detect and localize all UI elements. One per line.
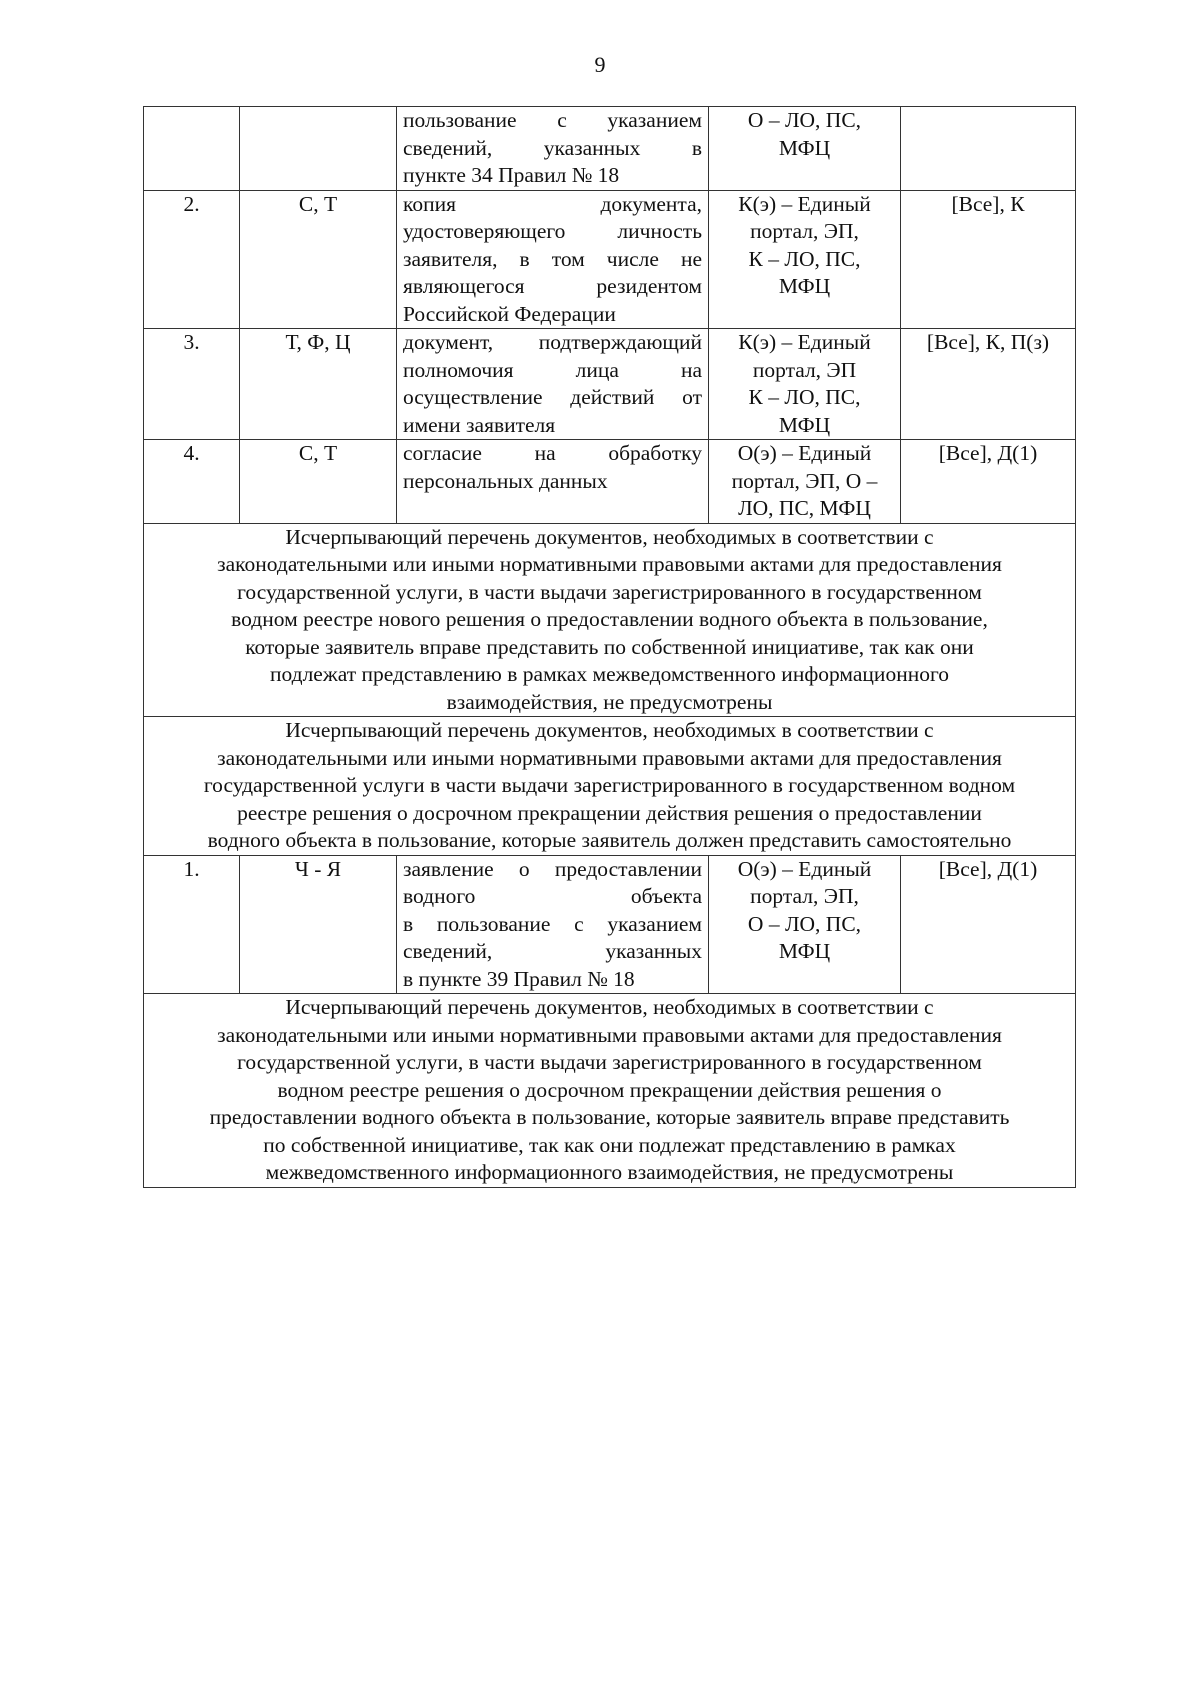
cell-text-line: законодательными или иными нормативными правовыми актами для предоставления <box>217 745 1002 770</box>
section-heading-optional-documents-new-decision <box>144 523 1076 717</box>
cell-text-line: Исчерпывающий перечень документов, необходимых в соответствии с <box>285 995 934 1019</box>
cell-text-line: документ, подтверждающий <box>403 330 702 354</box>
page-number: 9 <box>594 52 606 77</box>
section-heading-required-documents-early-termination <box>144 717 1076 856</box>
cell-text-line: пункте 34 Правил № 18 <box>403 163 620 187</box>
cell-text-line: О(э) – Единый <box>737 441 872 465</box>
cell-text-line: водного объекта в пользование, которые заявитель должен представить самостоятельно <box>207 828 1012 852</box>
cell-text-line: межведомственного информационного взаимодействия, не предусмотрены <box>265 1160 954 1184</box>
row-number-cell: 2. <box>144 190 240 329</box>
cell-text-line: полномочия лица на <box>403 357 702 382</box>
document-name-cell <box>397 107 709 191</box>
cell-text-line: взаимодействия, не предусмотрены <box>446 689 773 714</box>
cell-text-line: государственной услуги в части выдачи зарегистрированного в государственном водном <box>203 773 1016 797</box>
cell-text-line: заявление о предоставлении <box>403 856 702 881</box>
table-row <box>144 107 1076 191</box>
cell-text-line: О – ЛО, ПС, <box>747 911 862 936</box>
cell-text-line: по собственной инициативе, так как они подлежат представлению в рамках <box>263 1132 956 1157</box>
cell-text-line: портал, ЭП, <box>750 219 859 243</box>
cell-text-line: реестре решения о досрочном прекращении действия решения о предоставлении <box>237 800 982 825</box>
requirements-cell: [Все], К, П(з) <box>901 329 1076 440</box>
cell-text-line: портал, ЭП <box>752 357 857 382</box>
cell-text-line: осуществление действий от <box>403 385 702 409</box>
cell-text-line: водного объекта <box>403 884 702 908</box>
cell-text-line: подлежат представлению в рамках межведомственного информационного <box>270 662 949 686</box>
row-number-cell: 1. <box>144 855 240 994</box>
cell-text-line: законодательными или иными нормативными правовыми актами для предоставления <box>217 552 1002 576</box>
cell-text-line: удостоверяющего личность <box>403 219 702 243</box>
section-header-row <box>144 994 1076 1188</box>
cell-text-line: в пользование с указанием <box>403 911 702 936</box>
cell-text-line: К(э) – Единый <box>738 330 871 354</box>
cell-text-line: Исчерпывающий перечень документов, необходимых в соответствии с <box>285 718 934 742</box>
row-number-cell <box>144 107 240 191</box>
row-number-cell: 3. <box>144 329 240 440</box>
document-name-cell <box>397 855 709 994</box>
document-name-cell <box>397 440 709 524</box>
submission-method-cell <box>709 107 901 191</box>
cell-text-line: сведений, указанных <box>403 939 702 963</box>
cell-text-line: являющегося резидентом <box>403 274 702 298</box>
cell-text-line: МФЦ <box>778 135 831 160</box>
table-row <box>144 190 1076 329</box>
submission-method-cell <box>709 855 901 994</box>
cell-text-line: ЛО, ПС, МФЦ <box>738 496 871 520</box>
documents-table <box>143 106 1076 1188</box>
cell-text-line: водном реестре нового решения о предоставлении водного объекта в пользование, <box>231 607 988 631</box>
cell-text-line: О(э) – Единый <box>737 856 872 881</box>
cell-text-line: МФЦ <box>778 274 831 298</box>
applicant-category-cell: Т, Ф, Ц <box>240 329 397 440</box>
cell-text-line: законодательными или иными нормативными правовыми актами для предоставления <box>217 1022 1002 1047</box>
table-row <box>144 855 1076 994</box>
cell-text-line: Исчерпывающий перечень документов, необходимых в соответствии с <box>285 524 934 549</box>
cell-text-line: пользование с указанием <box>403 108 702 132</box>
document-name-cell <box>397 329 709 440</box>
cell-text-line: государственной услуги, в части выдачи зарегистрированного в государственном <box>237 579 982 604</box>
cell-text-line: К – ЛО, ПС, <box>748 385 861 409</box>
cell-text-line: государственной услуги, в части выдачи зарегистрированного в государственном <box>237 1050 982 1074</box>
cell-text-line: К – ЛО, ПС, <box>748 246 861 271</box>
table-row <box>144 329 1076 440</box>
applicant-category-cell: С, Т <box>240 440 397 524</box>
cell-text-line: портал, ЭП, <box>750 884 859 908</box>
cell-text-line: водном реестре решения о досрочном прекращении действия решения о <box>277 1077 942 1102</box>
cell-text-line: заявителя, в том числе не <box>403 246 702 271</box>
cell-text-line: МФЦ <box>778 412 831 437</box>
cell-text-line: Российской Федерации <box>403 301 616 326</box>
cell-text-line: МФЦ <box>778 939 831 963</box>
cell-text-line: сведений, указанных в <box>403 135 702 160</box>
row-number-cell: 4. <box>144 440 240 524</box>
cell-text-line: в пункте 39 Правил № 18 <box>403 966 635 991</box>
applicant-category-cell: С, Т <box>240 190 397 329</box>
cell-text-line: которые заявитель вправе представить по собственной инициативе, так как они <box>245 634 974 659</box>
requirements-cell <box>901 107 1076 191</box>
cell-text-line: копия документа, <box>403 191 702 216</box>
requirements-cell: [Все], К <box>901 190 1076 329</box>
cell-text-line: предоставлении водного объекта в пользование, которые заявитель вправе представить <box>209 1105 1010 1129</box>
cell-text-line: К(э) – Единый <box>738 191 871 216</box>
cell-text-line: имени заявителя <box>403 412 556 437</box>
cell-text-line: портал, ЭП, О – <box>731 468 878 493</box>
submission-method-cell <box>709 190 901 329</box>
cell-text-line: согласие на обработку <box>403 441 702 465</box>
submission-method-cell <box>709 329 901 440</box>
section-header-row <box>144 717 1076 856</box>
requirements-cell: [Все], Д(1) <box>901 855 1076 994</box>
applicant-category-cell <box>240 107 397 191</box>
table-row <box>144 440 1076 524</box>
cell-text-line: О – ЛО, ПС, <box>747 108 862 132</box>
section-heading-optional-documents-early-termination <box>144 994 1076 1188</box>
submission-method-cell <box>709 440 901 524</box>
cell-text-line: персональных данных <box>403 468 608 493</box>
requirements-cell: [Все], Д(1) <box>901 440 1076 524</box>
applicant-category-cell: Ч - Я <box>240 855 397 994</box>
section-header-row <box>144 523 1076 717</box>
document-name-cell <box>397 190 709 329</box>
